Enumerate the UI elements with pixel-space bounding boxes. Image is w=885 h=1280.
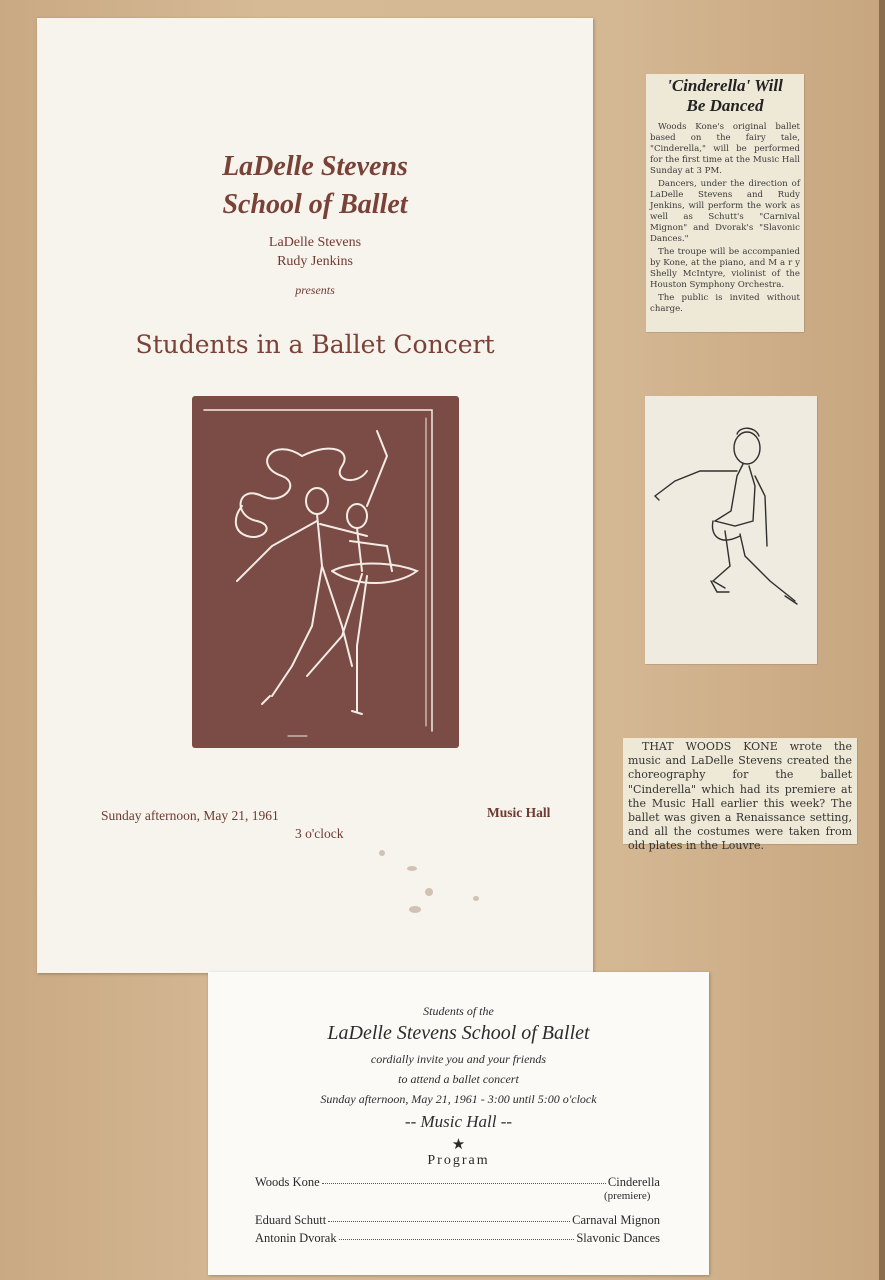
clipping-paragraph: The public is invited without charge. [650, 293, 800, 314]
invite-date-time: Sunday afternoon, May 21, 1961 - 3:00 until 5:00 o'clock [320, 1092, 597, 1106]
program-item [255, 1175, 660, 1190]
clipping-paragraph: The troupe will be accompanied by Kone, at the piano, and M a r y Shelly McIntyre, violinist of the Houston Symphony Orchestra. [650, 247, 800, 290]
work-title: Slavonic Dances [576, 1231, 660, 1245]
leader-dots [328, 1221, 570, 1222]
composer-name: Antonin Dvorak [255, 1231, 337, 1245]
program-time: 3 o'clock [295, 826, 344, 841]
director-ladelle: LaDelle Stevens [268, 235, 362, 250]
dancer-sketch-illustration [645, 396, 817, 664]
leader-dots [339, 1239, 575, 1240]
invite-line1: Students of the [423, 1004, 494, 1018]
program-venue: Music Hall [487, 805, 551, 820]
clipping-paragraph: Woods Kone's original ballet based on the fairy tale, "Cinderella," will be performed for the first time at the Music Hall Sunday at 3 PM. [650, 122, 800, 176]
stain [425, 888, 433, 896]
scrapbook-page-edge [879, 0, 885, 1280]
school-name [37, 148, 593, 224]
clipping-headline [650, 76, 800, 116]
clipping-news-text: THAT WOODS KONE wrote the music and LaDelle Stevens created the choreography for the ballet "Cinderella" which had its premiere at the Music Hall earlier this week? The ballet was given a Renaissance setting, and all the costumes were taken from old plates in the Louvre. [628, 740, 852, 853]
program-heading: Program [427, 1153, 490, 1168]
stain [473, 896, 479, 901]
concert-title: Students in a Ballet Concert [135, 330, 495, 359]
stain [379, 850, 385, 856]
program-item [255, 1231, 660, 1246]
composer-name: Woods Kone [255, 1175, 320, 1189]
invite-venue: -- Music Hall -- [404, 1112, 513, 1131]
headline-line1: 'Cinderella' Will [667, 76, 783, 95]
invite-school-name: LaDelle Stevens School of Ballet [327, 1022, 590, 1044]
stain [407, 866, 417, 871]
premiere-note: (premiere) [604, 1190, 651, 1202]
stain [409, 906, 421, 913]
school-name-line1: LaDelle Stevens [222, 151, 408, 182]
invite-line3: cordially invite you and your friends [370, 1052, 547, 1066]
ballet-program [37, 18, 593, 973]
composer-name: Eduard Schutt [255, 1213, 327, 1227]
clipping-paragraph: Dancers, under the direction of LaDelle Stevens and Rudy Jenkins, will perform the work as well as Schutt's "Carnival Mignon" and Dvorak's "Slavonic Dances." [650, 179, 800, 244]
newspaper-clipping-kone [623, 738, 857, 853]
star-icon: ★ [451, 1137, 466, 1153]
leader-dots [322, 1183, 606, 1184]
invite-line4: to attend a ballet concert [398, 1072, 519, 1086]
invitation-card [208, 972, 709, 1275]
program-date: Sunday afternoon, May 21, 1961 [101, 808, 279, 823]
presents-text: presents [295, 283, 335, 297]
school-name-line2: School of Ballet [222, 189, 408, 220]
ballet-dancers-illustration [192, 396, 459, 748]
headline-line2: Be Danced [686, 96, 764, 115]
directors [37, 233, 593, 271]
program-item [255, 1213, 660, 1228]
work-title: Cinderella [607, 1175, 660, 1189]
work-title: Carnaval Mignon [572, 1213, 660, 1227]
director-rudy: Rudy Jenkins [277, 254, 353, 269]
newspaper-clipping-cinderella [646, 74, 804, 332]
